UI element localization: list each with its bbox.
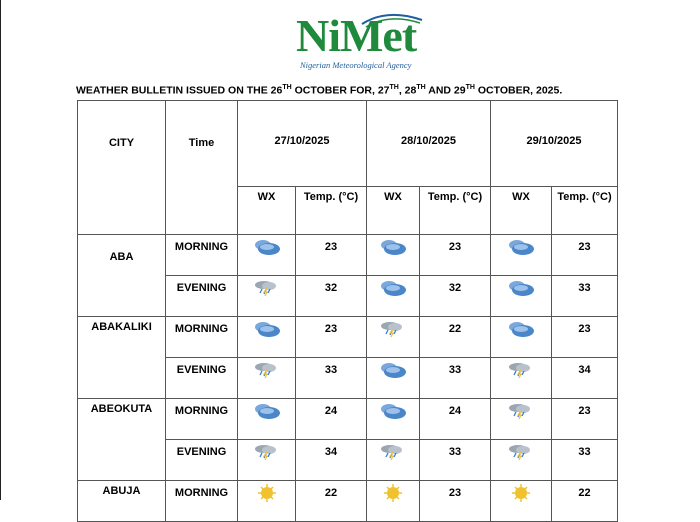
temp-cell: 32 — [420, 276, 491, 317]
cloudy-icon — [506, 319, 536, 339]
date-header-3: 29/10/2025 — [491, 101, 618, 187]
time-cell: EVENING — [166, 358, 238, 399]
rain-icon — [252, 360, 282, 380]
wx-cell — [491, 358, 552, 399]
logo-brand-text: NiMet — [296, 10, 417, 61]
time-cell: MORNING — [166, 399, 238, 440]
bulletin-heading: WEATHER BULLETIN ISSUED ON THE 26TH OCTOBER FOR, 27TH, 28TH AND 29TH OCTOBER, 2025. — [76, 84, 563, 97]
city-cell: ABUJA — [78, 481, 166, 522]
wx-cell — [491, 399, 552, 440]
weather-table — [77, 100, 618, 522]
wx-cell — [367, 276, 420, 317]
time-cell: EVENING — [166, 276, 238, 317]
temp-cell: 33 — [420, 358, 491, 399]
date-header-2: 28/10/2025 — [367, 101, 491, 187]
cloudy-icon — [252, 319, 282, 339]
city-cell: ABEOKUTA — [78, 399, 166, 481]
wx-cell — [367, 481, 420, 522]
temp-cell: 33 — [420, 440, 491, 481]
temp-cell: 23 — [552, 317, 618, 358]
cloudy-icon — [378, 360, 408, 380]
time-column-header: Time — [166, 101, 238, 235]
date-header-1: 27/10/2025 — [238, 101, 367, 187]
wx-cell — [491, 440, 552, 481]
temp-cell: 23 — [296, 317, 367, 358]
table-row — [78, 481, 618, 522]
temp-cell: 32 — [296, 276, 367, 317]
time-cell: MORNING — [166, 235, 238, 276]
temp-cell: 24 — [296, 399, 367, 440]
cloudy-icon — [252, 237, 282, 257]
temp-header: Temp. (°C) — [420, 187, 491, 235]
temp-cell: 23 — [420, 235, 491, 276]
temp-cell: 33 — [552, 440, 618, 481]
temp-header: Temp. (°C) — [296, 187, 367, 235]
temp-cell: 24 — [420, 399, 491, 440]
temp-cell: 22 — [552, 481, 618, 522]
time-cell: EVENING — [166, 440, 238, 481]
rain-icon — [378, 442, 408, 462]
rain-icon — [378, 319, 408, 339]
wx-cell — [238, 317, 296, 358]
wx-cell — [367, 440, 420, 481]
wx-cell — [238, 358, 296, 399]
temp-cell: 22 — [296, 481, 367, 522]
city-cell: ABAKALIKI — [78, 317, 166, 399]
wx-cell — [491, 276, 552, 317]
wx-cell — [238, 235, 296, 276]
page-left-edge — [0, 0, 1, 500]
temp-cell: 23 — [296, 235, 367, 276]
table-row — [78, 399, 618, 440]
time-cell: MORNING — [166, 481, 238, 522]
sunny-icon — [378, 483, 408, 503]
wx-cell — [238, 276, 296, 317]
wx-header: WX — [491, 187, 552, 235]
temp-cell: 33 — [552, 276, 618, 317]
temp-cell: 22 — [420, 317, 491, 358]
wx-cell — [491, 481, 552, 522]
table-row — [78, 235, 618, 276]
sunny-icon — [506, 483, 536, 503]
wx-cell — [238, 440, 296, 481]
rain-icon — [506, 401, 536, 421]
wx-cell — [238, 399, 296, 440]
nimet-logo — [292, 10, 452, 70]
time-cell: MORNING — [166, 317, 238, 358]
wx-cell — [238, 481, 296, 522]
wx-cell — [491, 317, 552, 358]
rain-icon — [506, 442, 536, 462]
rain-icon — [252, 442, 282, 462]
rain-icon — [506, 360, 536, 380]
temp-cell: 23 — [552, 399, 618, 440]
temp-cell: 34 — [296, 440, 367, 481]
wx-header: WX — [238, 187, 296, 235]
cloudy-icon — [252, 401, 282, 421]
temp-cell: 34 — [552, 358, 618, 399]
city-column-header: CITY — [78, 101, 166, 235]
rain-icon — [252, 278, 282, 298]
temp-cell: 23 — [552, 235, 618, 276]
cloudy-icon — [378, 237, 408, 257]
table-row — [78, 317, 618, 358]
cloudy-icon — [506, 278, 536, 298]
wx-header: WX — [367, 187, 420, 235]
city-cell: ABA — [78, 235, 166, 317]
temp-cell: 23 — [420, 481, 491, 522]
wx-cell — [367, 358, 420, 399]
cloudy-icon — [378, 401, 408, 421]
cloudy-icon — [506, 237, 536, 257]
wx-cell — [367, 317, 420, 358]
cloudy-icon — [378, 278, 408, 298]
wx-cell — [367, 399, 420, 440]
wx-cell — [367, 235, 420, 276]
temp-header: Temp. (°C) — [552, 187, 618, 235]
sunny-icon — [252, 483, 282, 503]
wx-cell — [491, 235, 552, 276]
logo-subtitle: Nigerian Meteorological Agency — [300, 60, 412, 70]
temp-cell: 33 — [296, 358, 367, 399]
